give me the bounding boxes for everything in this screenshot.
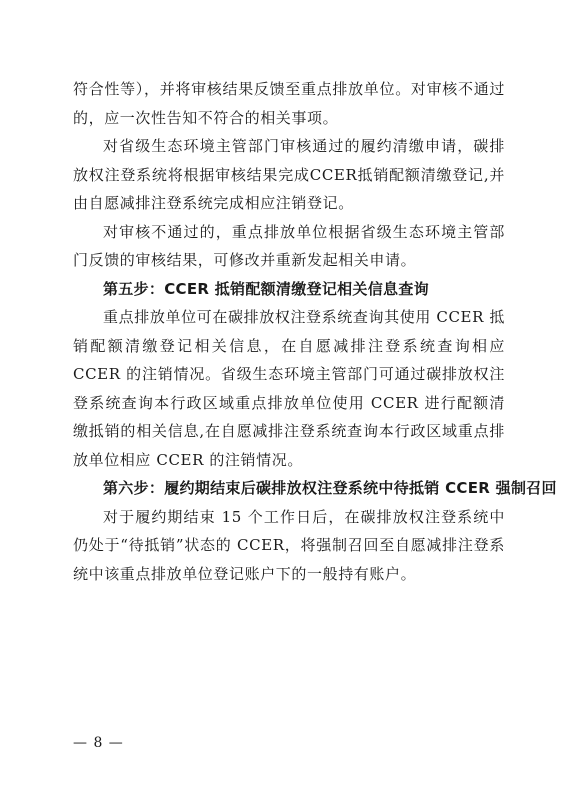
paragraph-forced-recall: 对于履约期结束 15 个工作日后，在碳排放权注登系统中仍处于“待抵销”状态的 CCER，将强制召回至自愿减排注登系统中该重点排放单位登记账户下的一般持有账户。 — [73, 507, 505, 583]
paragraph-info-query: 重点排放单位可在碳排放权注登系统查询其使用 CCER 抵销配额清缴登记相关信息，在自愿减排注登系统查询相应 CCER 的注销情况。省级生态环境主管部门可通过碳排放权注登系统查询本行政区域重点排放单位使用 CCER 进行配额清缴抵销的相关信息,在自愿减排注登系统查询本行政区域重点排放单位相应 CCER 的注销情况。 — [73, 308, 505, 469]
paragraph-review-feedback: 符合性等），并将审核结果反馈至重点排放单位。对审核不通过的，应一次性告知不符合的相关事项。 — [73, 80, 505, 127]
paragraph-approved-clearing: 对省级生态环境主管部门审核通过的履约清缴申请，碳排放权注登系统将根据审核结果完成CCER抵销配额清缴登记,并由自愿减排注登系统完成相应注销登记。 — [73, 137, 505, 212]
heading-step-six: 第六步：履约期结束后碳排放权注登系统中待抵销 CCER 强制召回 — [103, 479, 557, 497]
heading-step-five: 第五步：CCER 抵销配额清缴登记相关信息查询 — [103, 279, 429, 298]
paragraph-rejected-resubmit: 对审核不通过的，重点排放单位根据省级生态环境主管部门反馈的审核结果，可修改并重新发起相关申请。 — [73, 222, 505, 269]
document-body — [73, 75, 557, 588]
page-number: — 8 — — [73, 735, 124, 751]
